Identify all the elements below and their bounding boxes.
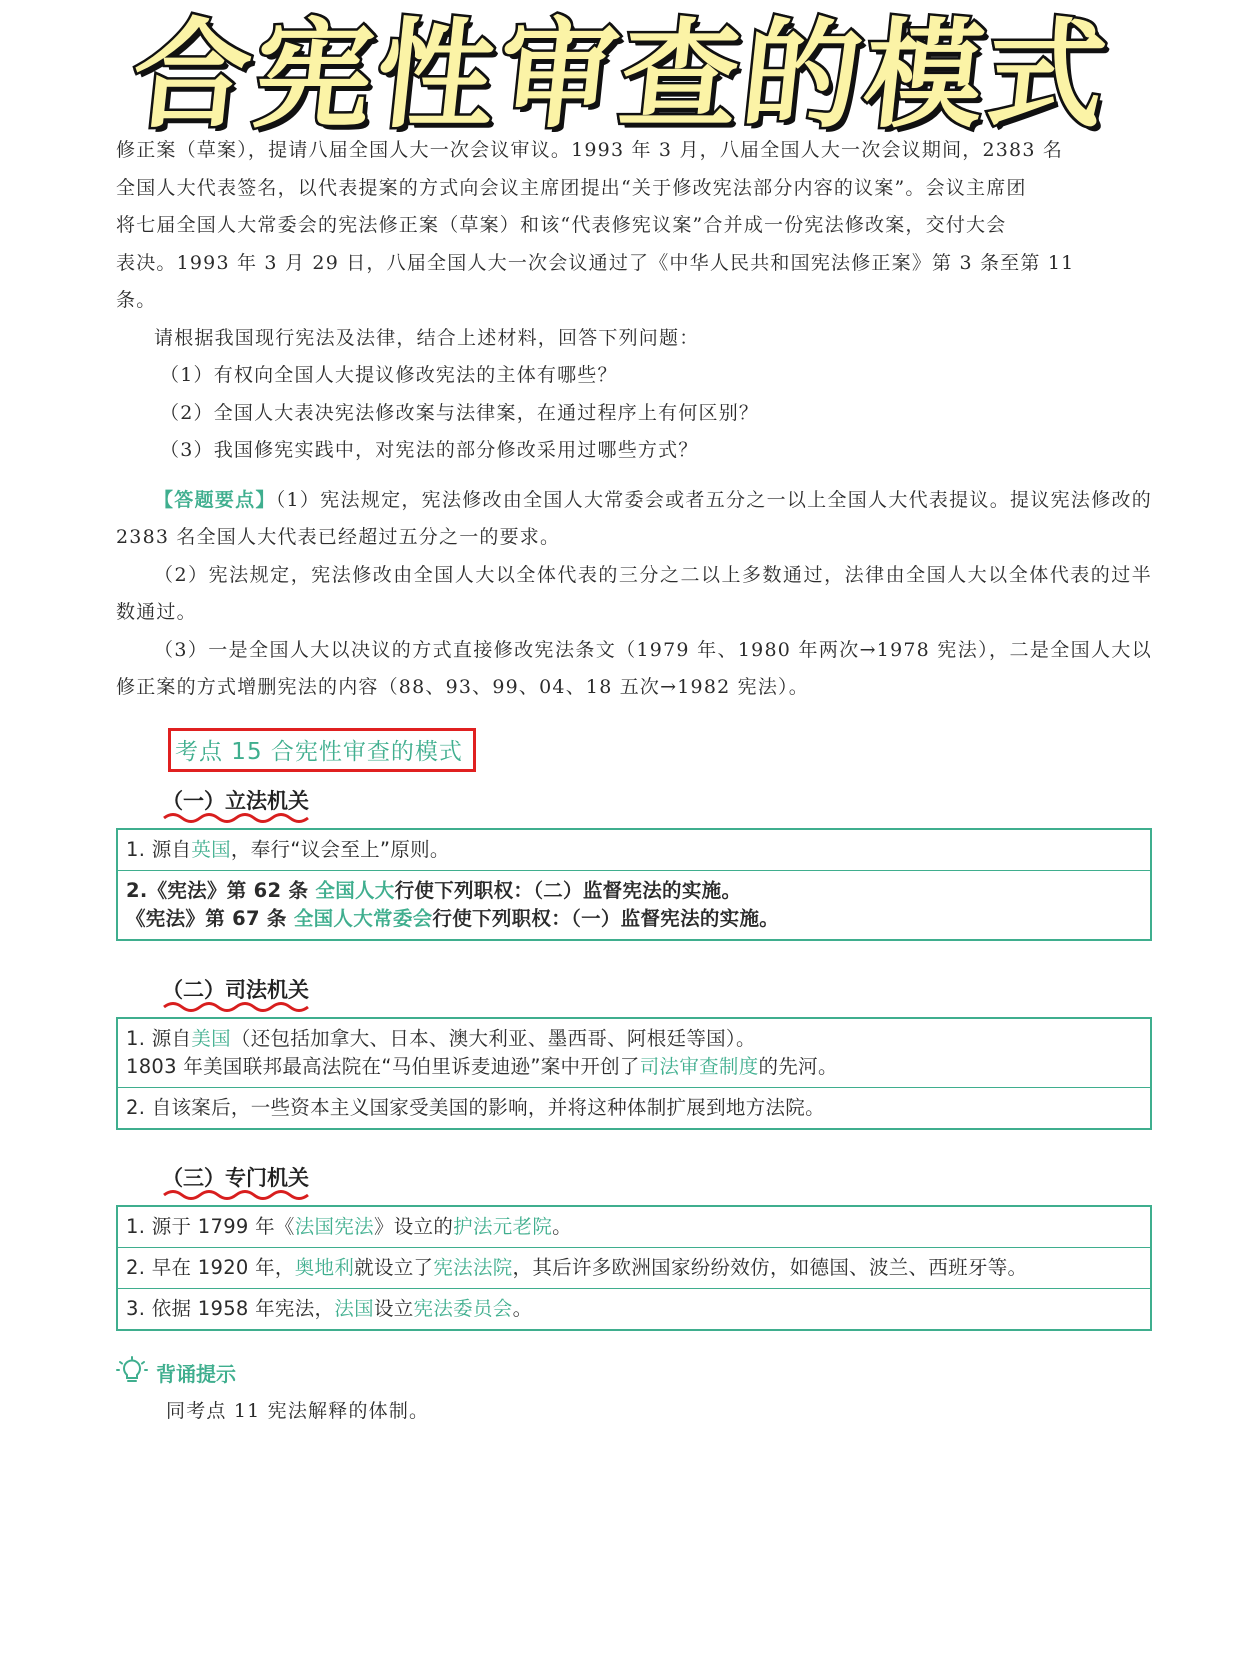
judicial-box [116,1017,1152,1130]
wavy-underline-icon [162,1188,312,1202]
section-heading-legislative: （一）立法机关 [162,785,309,815]
wavy-underline-icon [162,811,312,825]
list-item: 1. 源自英国，奉行“议会至上”原则。 [126,838,450,861]
answer-1: 【答题要点】（1）宪法规定，宪法修改由全国人大常委会或者五分之一以上全国人大代表提议。提议宪法修改的 2383 名全国人大代表已经超过五分之一的要求。 [116,488,1152,548]
legislative-box [116,828,1152,941]
list-item: 1. 源于 1799 年《法国宪法》设立的护法元老院。 [126,1215,572,1238]
tip-heading: 背诵提示 [116,1356,236,1388]
answer-block [116,482,1152,707]
question-item: （2）全国人大表决宪法修改案与法律案，在通过程序上有何区别？ [160,401,760,424]
intro-line: 表决。1993 年 3 月 29 日，八届全国人大一次会议通过了《中华人民共和国宪法修正案》第 3 条至第 11 [116,251,1075,274]
list-item: 1. 源自美国（还包括加拿大、日本、澳大利亚、墨西哥、阿根廷等国）。 1803 年美国联邦最高法院在“马伯里诉麦迪逊”案中开创了司法审查制度的先河。 [126,1027,838,1078]
point-title: 考点 15 合宪性审查的模式 [168,728,476,772]
list-item: 3. 依据 1958 年宪法，法国设立宪法委员会。 [118,1288,1150,1329]
tip-body: 同考点 11 宪法解释的体制。 [166,1400,430,1422]
section-heading-judicial: （二）司法机关 [162,974,309,1004]
question-prompt: 请根据我国现行宪法及法律，结合上述材料，回答下列问题： [154,326,700,349]
special-organ-box [116,1205,1152,1331]
point-title-frame [168,728,476,772]
banner [0,0,1242,150]
section-heading-special: （三）专门机关 [162,1162,309,1192]
wavy-underline-icon [162,1000,312,1014]
answer-tag: 【答题要点】 [154,488,276,511]
banner-title: 合宪性审查的模式 [125,6,1117,144]
answer-3: （3）一是全国人大以决议的方式直接修改宪法条文（1979 年、1980 年两次→1978 宪法），二是全国人大以修正案的方式增删宪法的内容（88、93、99、04、18 五次→1982 宪法）。 [116,638,1152,698]
question-item: （3）我国修宪实践中，对宪法的部分修改采用过哪些方式？ [160,439,699,461]
list-item: 2.《宪法》第 62 条 全国人大行使下列职权：（二）监督宪法的实施。 《宪法》第 67 条 全国人大常委会行使下列职权：（一）监督宪法的实施。 [118,870,1150,939]
list-item: 2. 早在 1920 年，奥地利就设立了宪法法院，其后许多欧洲国家纷纷效仿，如德国、波兰、西班牙等。 [118,1247,1150,1288]
question-item: （1）有权向全国人大提议修改宪法的主体有哪些？ [160,364,618,386]
intro-section [116,132,1152,707]
intro-line: 将七届全国人大常委会的宪法修正案（草案）和该“代表修宪议案”合并成一份宪法修改案，交付大会 [116,214,1007,236]
intro-line: 全国人大代表签名，以代表提案的方式向会议主席团提出“关于修改宪法部分内容的议案”。会议主席团 [116,176,1027,199]
lightbulb-icon [116,1356,148,1388]
answer-2: （2）宪法规定，宪法修改由全国人大以全体代表的三分之二以上多数通过，法律由全国人大以全体代表的过半数通过。 [116,563,1152,623]
list-item: 2. 自该案后，一些资本主义国家受美国的影响，并将这种体制扩展到地方法院。 [118,1087,1150,1128]
intro-line: 修正案（草案），提请八届全国人大一次会议审议。1993 年 3 月，八届全国人大一次会议期间，2383 名 [116,139,1064,161]
intro-line: 条。 [116,289,157,311]
